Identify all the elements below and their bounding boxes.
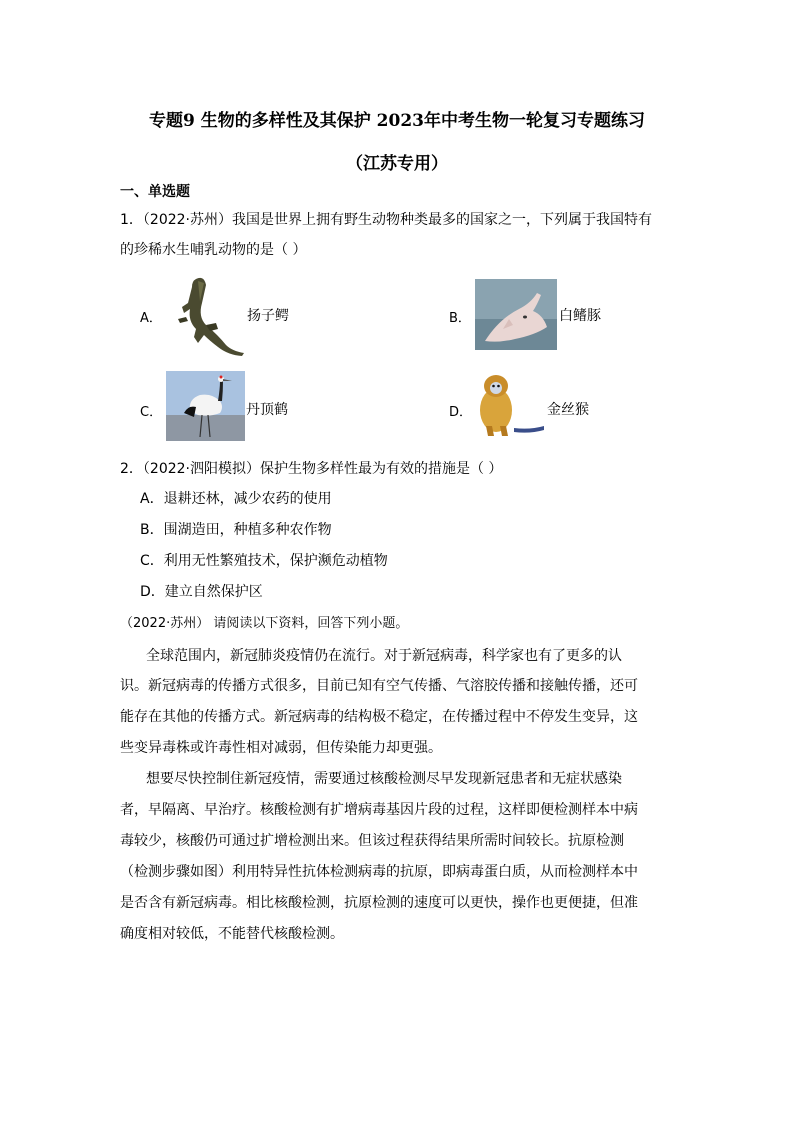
q2-option-d: D．建立自然保护区 [140, 584, 263, 600]
reading-paragraph-1-line: 识。新冠病毒的传播方式很多，目前已知有空气传播、气溶胶传播和接触传播，还可 [120, 678, 638, 694]
q1-option-d-letter: D． [449, 405, 473, 420]
document-title-line-1: 专题9 生物的多样性及其保护 2023年中考生物一轮复习专题练习 [149, 111, 645, 131]
q1-stem-line-2: 的珍稀水生哺乳动物的是（ ） [120, 242, 307, 258]
reading-paragraph-2-line: 想要尽快控制住新冠疫情，需要通过核酸检测尽早发现新冠患者和无症状感染 [146, 771, 622, 787]
reading-paragraph-1-line: 能存在其他的传播方式。新冠病毒的结构极不稳定，在传播过程中不停发生变异，这 [120, 709, 638, 725]
q1-option-d-text: 金丝猴 [547, 402, 589, 418]
baiji-dolphin-image [475, 279, 557, 350]
q1-option-b-text: 白鳍豚 [559, 308, 601, 324]
reading-paragraph-1-line: 全球范围内，新冠肺炎疫情仍在流行。对于新冠病毒，科学家也有了更多的认 [146, 648, 622, 664]
q2-option-c: C．利用无性繁殖技术，保护濒危动植物 [140, 553, 388, 569]
crane-image [166, 371, 245, 441]
reading-paragraph-2-line: 是否含有新冠病毒。相比核酸检测，抗原检测的速度可以更快，操作也更便捷，但准 [120, 895, 638, 911]
q1-option-a-text: 扬子鳄 [247, 308, 289, 324]
q1-option-a-letter: A． [140, 311, 162, 326]
reading-paragraph-1-line: 些变异毒株或许毒性相对减弱，但传染能力却更强。 [120, 740, 442, 756]
reading-intro: （2022·苏州） 请阅读以下资料，回答下列小题。 [120, 616, 409, 631]
document-title-line-2: （江苏专用） [346, 154, 448, 174]
q1-stem-line-1: 1．（2022·苏州）我国是世界上拥有野生动物种类最多的国家之一，下列属于我国特有 [120, 212, 652, 228]
reading-paragraph-2-line: 确度相对较低，不能替代核酸检测。 [120, 926, 344, 942]
reading-paragraph-2-line: 者，早隔离、早治疗。核酸检测有扩增病毒基因片段的过程，这样即便检测样本中病 [120, 802, 638, 818]
q2-option-b: B．围湖造田，种植多种农作物 [140, 522, 332, 538]
q2-stem: 2．（2022·泗阳模拟）保护生物多样性最为有效的措施是（ ） [120, 461, 503, 477]
alligator-image [166, 273, 246, 357]
q1-option-c-text: 丹顶鹤 [246, 402, 288, 418]
golden-monkey-image [474, 370, 546, 442]
q2-option-a: A．退耕还林，减少农药的使用 [140, 491, 332, 507]
reading-paragraph-2-line: 毒较少，核酸仍可通过扩增检测出来。但该过程获得结果所需时间较长。抗原检测 [120, 833, 624, 849]
section-heading: 一、单选题 [120, 184, 190, 200]
q1-option-c-letter: C． [140, 405, 163, 420]
reading-paragraph-2-line: （检测步骤如图）利用特异性抗体检测病毒的抗原，即病毒蛋白质，从而检测样本中 [120, 864, 638, 880]
q1-option-b-letter: B． [449, 311, 471, 326]
